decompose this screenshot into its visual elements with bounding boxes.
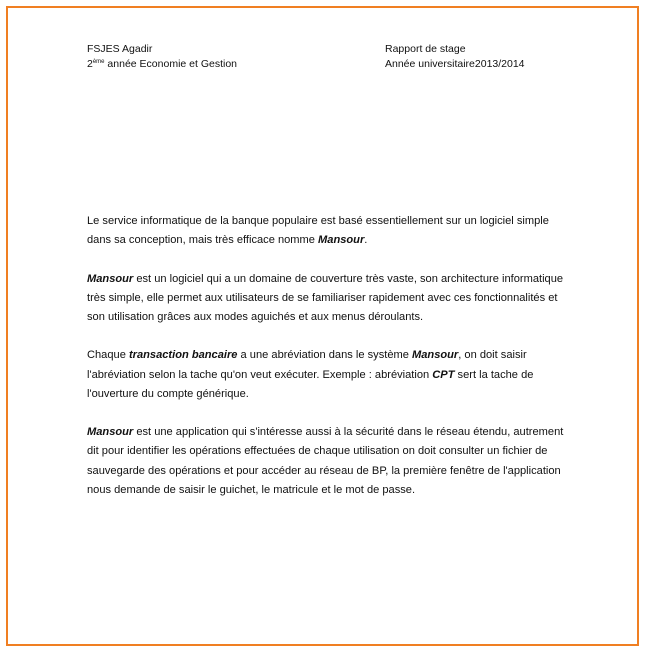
emphasis-term: transaction bancaire: [128, 349, 238, 362]
study-year-program: année Economie et Gestion: [104, 58, 238, 70]
paragraph-text: sert la tache de l'ouverture du compte générique.: [87, 368, 534, 400]
software-name: Mansour: [318, 234, 365, 247]
report-type: Rapport de stage: [385, 43, 466, 55]
study-year-number: 2: [87, 58, 93, 70]
institution-name: FSJES Agadir: [87, 43, 153, 55]
paragraph-text: , on doit saisir l'abréviation selon la tache qu'on veut exécuter. Exemple : abréviation: [87, 349, 527, 381]
software-name: Mansour: [412, 349, 459, 362]
paragraph-3: [87, 346, 567, 404]
paragraph-2: [87, 270, 567, 328]
paragraph-text: a une abréviation dans le système: [237, 349, 412, 362]
document-body: [87, 212, 567, 519]
study-year-ordinal: ème: [92, 59, 105, 65]
software-name: Mansour: [87, 426, 134, 439]
paragraph-text: Le service informatique de la banque populaire est basé essentiellement sur un logiciel simple dans sa conception, mais très efficace nomme: [87, 215, 549, 247]
abbreviation-term: CPT: [432, 368, 455, 381]
header-right: [385, 42, 525, 72]
academic-year: Année universitaire2013/2014: [385, 58, 525, 70]
study-year: [87, 57, 237, 72]
paragraph-4: [87, 423, 567, 500]
paragraph-text: est une application qui s'intéresse aussi à la sécurité dans le réseau étendu, autrement dit pour identifier les opérations effectuées de chaque utilisation on doit consulter un fichier de sauvegarde des opérations et pour accéder au réseau de BP, la première fenêtre de l'application nous demande de saisir le guichet, le matricule et le mot de passe.: [87, 426, 564, 496]
header-left: [87, 42, 237, 72]
paragraph-1: [87, 212, 567, 250]
software-name: Mansour: [87, 272, 134, 285]
paragraph-text: Chaque: [87, 349, 129, 362]
paragraph-text: .: [364, 234, 368, 247]
paragraph-text: est un logiciel qui a un domaine de couverture très vaste, son architecture informatique très simple, elle permet aux utilisateurs de se familiariser rapidement avec ces fonctionnalités et son utilisation grâces aux modes aguichés et aux menus déroulants.: [87, 272, 564, 323]
